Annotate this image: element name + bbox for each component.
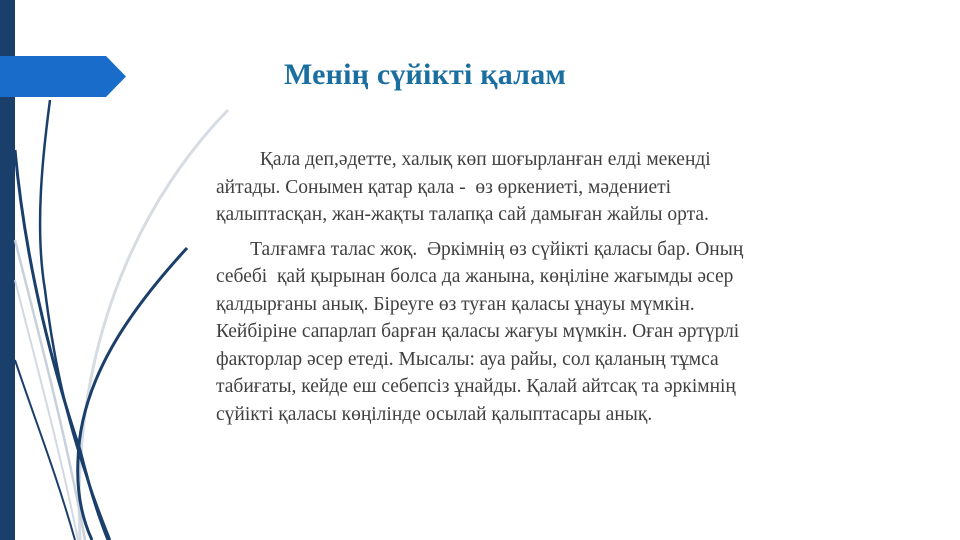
text-line: себебі қай қырынан болса да жанына, көңіліне жағымды әсер: [216, 266, 734, 287]
text-line: қалыптасқан, жан-жақты талапқа сай дамыған жайлы орта.: [216, 204, 709, 225]
text-line: Қала деп,әдетте, халық көп шоғырланған елді мекенді: [216, 149, 711, 170]
slide-title: Менің сүйікті қалам: [284, 58, 567, 91]
paragraph-city-definition: [216, 146, 876, 229]
arrow-banner: [0, 56, 126, 97]
text-line: табиғаты, кейде еш себепсіз ұнайды. Қалай айтсақ та әркімнің: [216, 376, 736, 397]
slide-body: [216, 146, 876, 428]
text-line: сүйікті қаласы көңілінде осылай қалыптасары анық.: [216, 403, 653, 425]
text-line: айтады. Сонымен қатар қала - өз өркениеті, мәдениеті: [216, 176, 672, 198]
text-line: факторлар әсер етеді. Мысалы: ауа райы, сол қаланың тұмса: [216, 348, 719, 370]
text-line: Талғамға талас жоқ. Әркімнің өз сүйікті қаласы бар. Оның: [216, 238, 744, 260]
text-line: қалдырғаны анық. Біреуге өз туған қаласы ұнауы мүмкін.: [216, 293, 695, 315]
paragraph-favorite-city: [216, 236, 876, 429]
text-line: Кейбіріне сапарлап барған қаласы жағуы мүмкін. Оған әртүрлі: [216, 321, 740, 342]
